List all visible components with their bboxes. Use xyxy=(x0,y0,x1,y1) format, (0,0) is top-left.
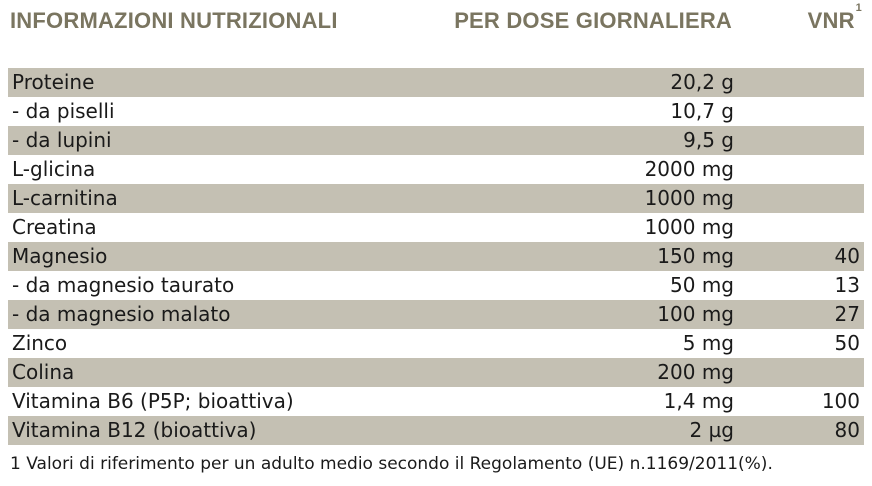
vnr-footnote-marker: 1 xyxy=(855,1,862,14)
table-row xyxy=(8,242,864,271)
table-row xyxy=(8,271,864,300)
row-amount: 50 mg xyxy=(670,273,734,297)
row-name: L-glicina xyxy=(12,157,96,181)
row-amount: 100 mg xyxy=(657,302,734,326)
table-row xyxy=(8,97,864,126)
table-header xyxy=(0,1,872,38)
table-row xyxy=(8,387,864,416)
row-amount: 20,2 g xyxy=(670,70,734,94)
table-row xyxy=(8,300,864,329)
table-row xyxy=(8,416,864,445)
row-amount: 2000 mg xyxy=(644,157,734,181)
row-amount: 9,5 g xyxy=(683,128,734,152)
table-row xyxy=(8,155,864,184)
nutrition-table xyxy=(8,68,864,445)
row-name: - da magnesio malato xyxy=(12,302,231,326)
row-name: Creatina xyxy=(12,215,97,239)
table-row xyxy=(8,213,864,242)
row-vnr: 27 xyxy=(834,302,860,326)
footnote: 1 Valori di riferimento per un adulto medio secondo il Regolamento (UE) n.1169/2011(%). xyxy=(10,454,773,474)
row-vnr: 100 xyxy=(821,389,860,413)
row-amount: 1000 mg xyxy=(644,186,734,210)
row-name: - da lupini xyxy=(12,128,112,152)
table-row xyxy=(8,68,864,97)
row-vnr: 40 xyxy=(834,244,860,268)
table-row xyxy=(8,184,864,213)
row-name: Vitamina B12 (bioattiva) xyxy=(12,418,257,442)
header-name-label: INFORMAZIONI NUTRIZIONALI xyxy=(10,8,338,33)
row-name: - da piselli xyxy=(12,99,115,123)
row-name: Zinco xyxy=(12,331,68,355)
row-name: - da magnesio taurato xyxy=(12,273,235,297)
table-row xyxy=(8,358,864,387)
row-vnr: 50 xyxy=(834,331,860,355)
vnr-text: VNR xyxy=(807,8,855,33)
row-amount: 200 mg xyxy=(657,360,734,384)
row-vnr: 13 xyxy=(834,273,860,297)
row-vnr: 80 xyxy=(834,418,860,442)
row-name: L-carnitina xyxy=(12,186,118,210)
table-row xyxy=(8,126,864,155)
row-amount: 5 mg xyxy=(682,331,734,355)
row-name: Colina xyxy=(12,360,75,384)
row-name: Magnesio xyxy=(12,244,108,268)
row-name: Vitamina B6 (P5P; bioattiva) xyxy=(12,389,294,413)
row-amount: 150 mg xyxy=(657,244,734,268)
row-amount: 2 µg xyxy=(689,418,734,442)
row-amount: 1000 mg xyxy=(644,215,734,239)
table-row xyxy=(8,329,864,358)
row-amount: 10,7 g xyxy=(670,99,734,123)
header-dose-label: PER DOSE GIORNALIERA xyxy=(454,8,732,33)
row-amount: 1,4 mg xyxy=(663,389,734,413)
row-name: Proteine xyxy=(12,70,95,94)
header-vnr-label xyxy=(807,1,862,34)
